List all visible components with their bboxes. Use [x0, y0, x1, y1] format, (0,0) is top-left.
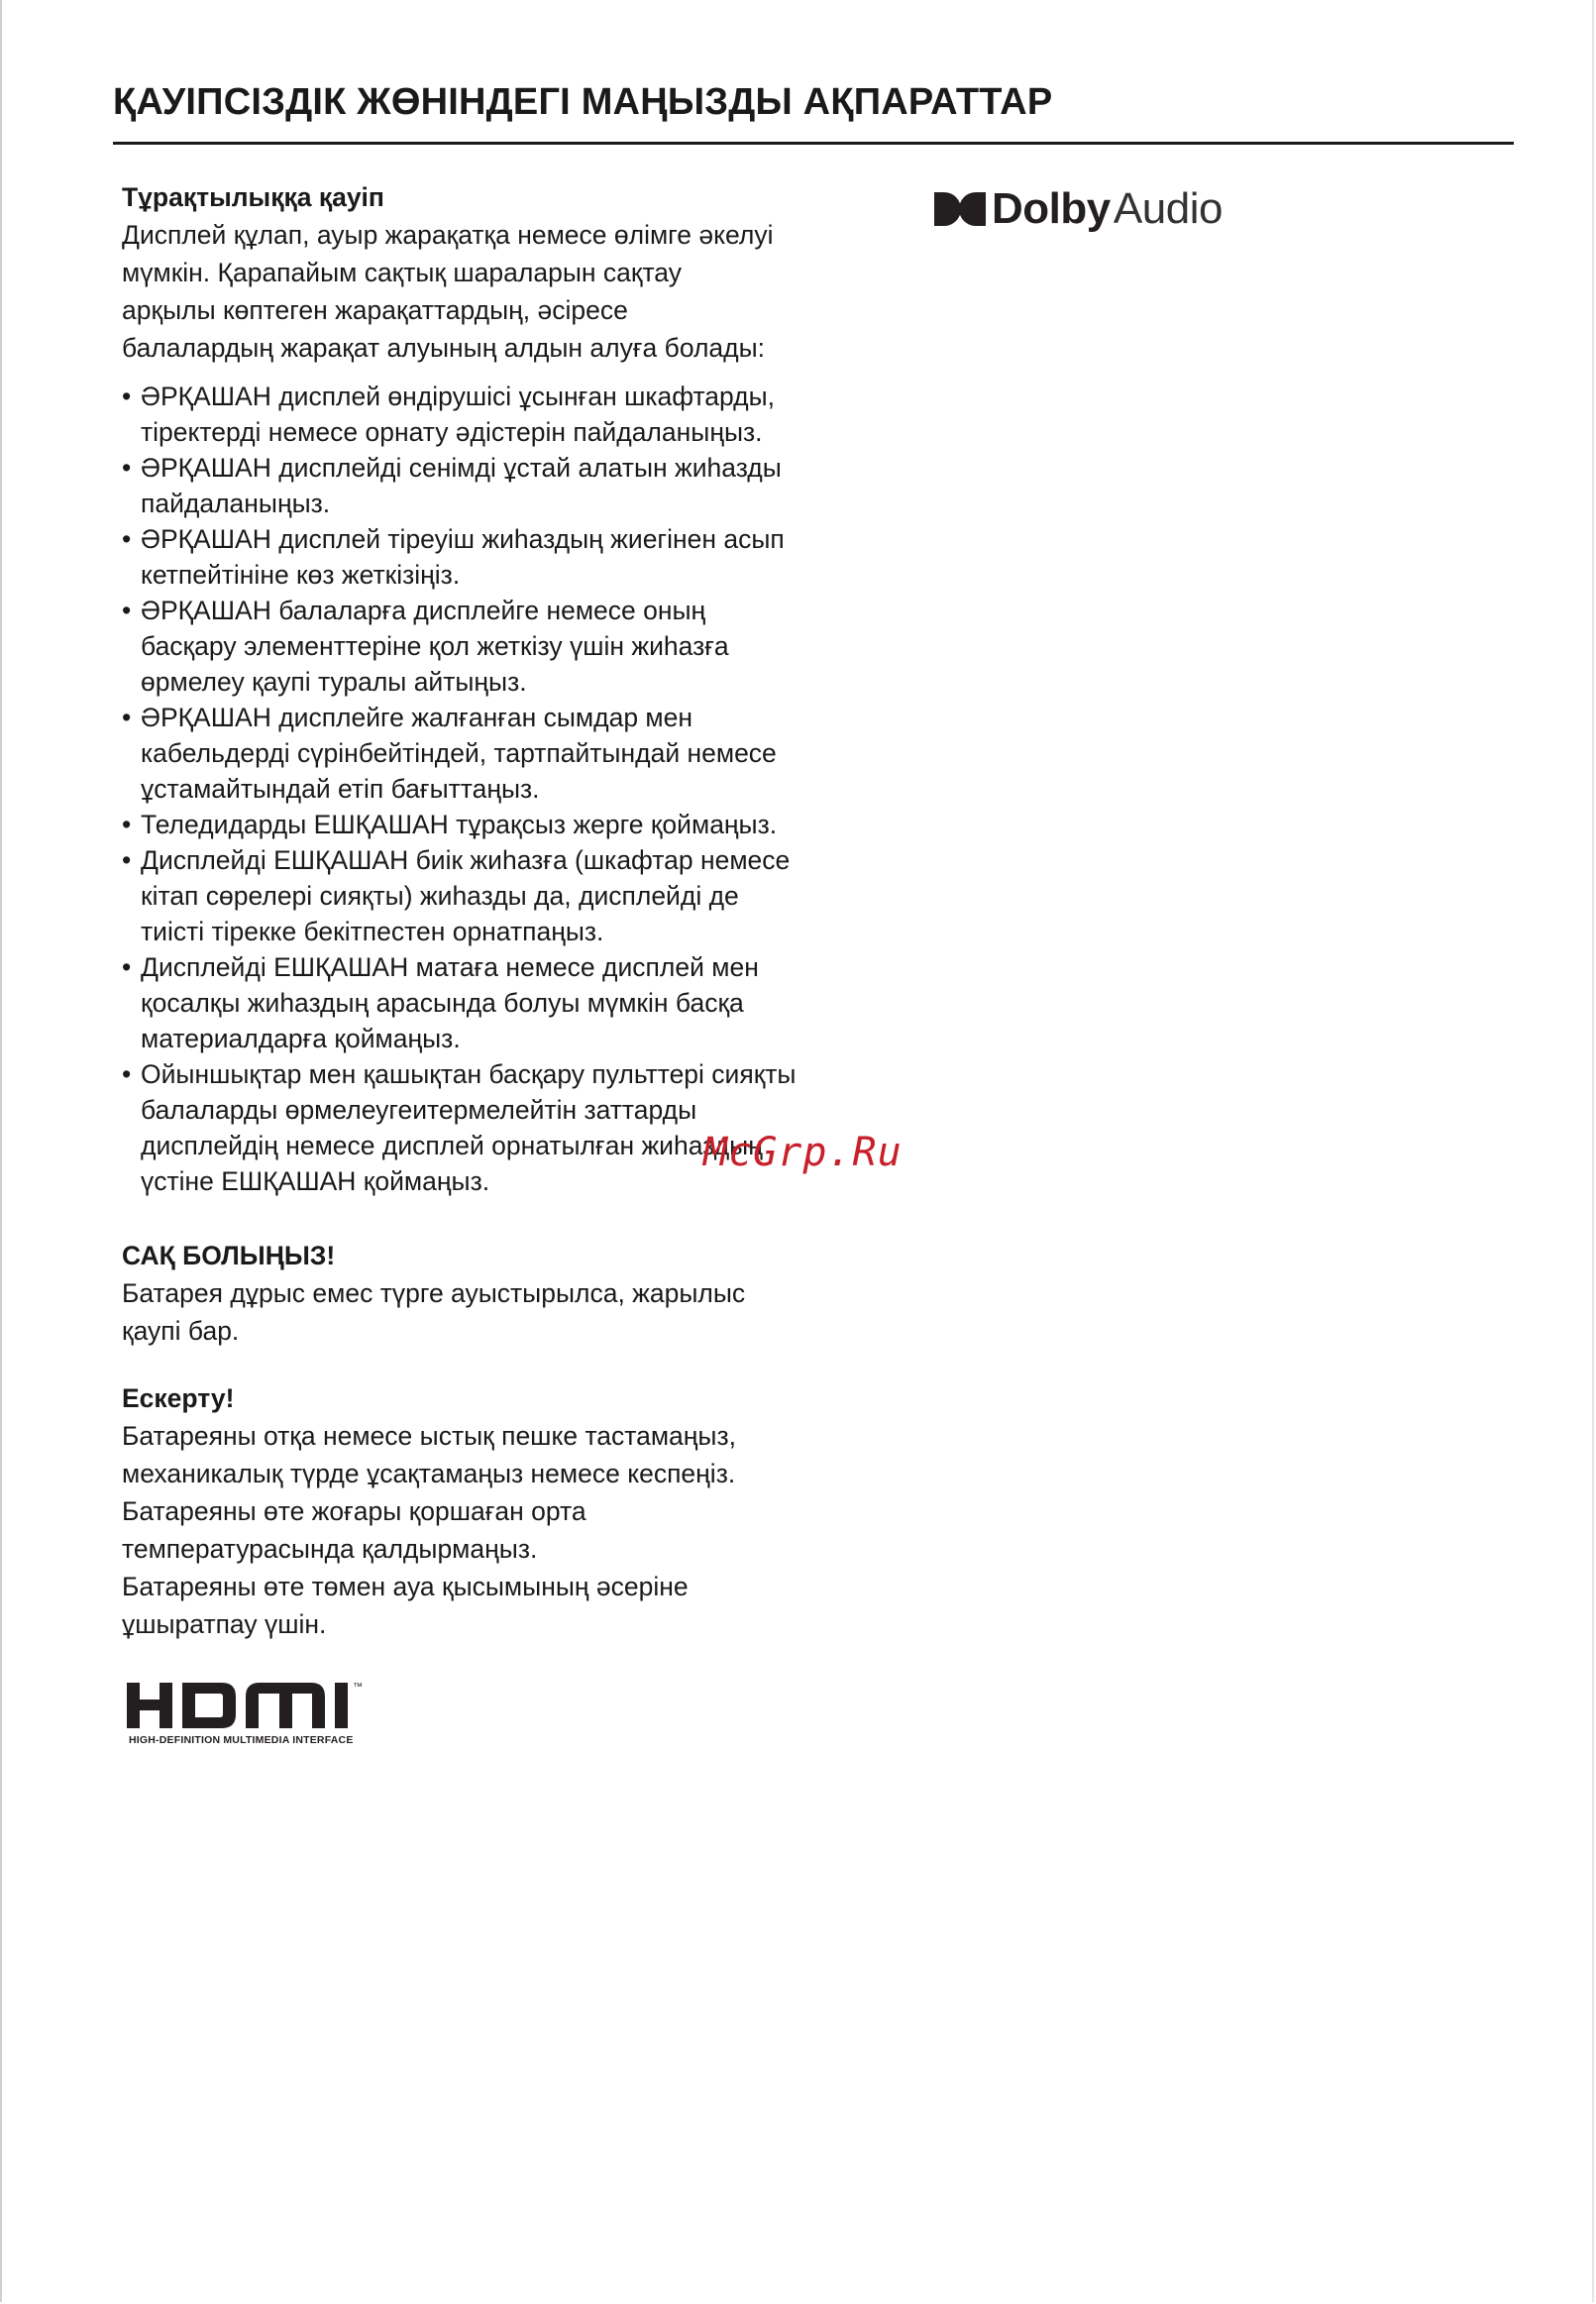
bullet-line: кітап сөрелері сияқты) жиһазды да, дисплейді де: [141, 881, 739, 911]
bullet-line: пайдаланыңыз.: [141, 489, 331, 518]
intro-line: мүмкін. Қарапайым сақтық шараларын сақтау: [122, 258, 682, 287]
intro-line: балалардың жарақат алуының алдын алуға болады:: [122, 333, 766, 363]
dolby-double-d-icon: [934, 192, 986, 226]
bullet-item: [122, 842, 855, 949]
bullet-line: • ӘРҚАШАН дисплей тіреуіш жиһаздың жиегінен асып: [141, 524, 785, 554]
caution-line: қаупі бар.: [122, 1316, 240, 1346]
bullet-line: кабельдерді сүрінбейтіндей, тартпайтындай немесе: [141, 738, 777, 768]
warning-heading: Ескерту!: [122, 1383, 235, 1413]
dolby-wordmark: [992, 184, 1223, 234]
bullet-line: материалдарға қоймаңыз.: [141, 1024, 461, 1053]
bullet-line: • ӘРҚАШАН дисплейді сенімді ұстай алатын жиһазды: [141, 453, 782, 483]
hdmi-trademark: ™: [353, 1682, 363, 1693]
warning-line: Батареяны өте жоғары қоршаған орта: [122, 1496, 586, 1526]
bullet-item: [122, 379, 855, 450]
safety-content: [122, 178, 855, 1643]
bullet-item: [122, 807, 855, 842]
bullet-line: кетпейтініне көз жеткізіңіз.: [141, 560, 461, 590]
bullet-line: балаларды өрмелеугеитермелейтін заттарды: [141, 1095, 697, 1125]
bullet-item: [122, 1056, 855, 1199]
bullet-line: қосалқы жиһаздың арасында болуы мүмкін басқа: [141, 988, 744, 1018]
bullet-line: • Теледидарды ЕШҚАШАН тұрақсыз жерге қоймаңыз.: [141, 810, 778, 839]
bullet-line: • Ойыншықтар мен қашықтан басқару пульттері сияқты: [141, 1059, 797, 1089]
bullet-item: [122, 521, 855, 593]
warning-line: температурасында қалдырмаңыз.: [122, 1534, 538, 1564]
bullet-line: басқару элементтеріне қол жеткізу үшін жиһазға: [141, 631, 729, 661]
warning-line: ұшыратпау үшін.: [122, 1609, 327, 1639]
caution-line: Батарея дұрыс емес түрге ауыстырылса, жарылыс: [122, 1278, 746, 1308]
bullet-line: тіректерді немесе орнату әдістерін пайдаланыңыз.: [141, 417, 763, 447]
warning-line: Батареяны өте төмен ауа қысымының әсеріне: [122, 1572, 689, 1601]
bullet-line: тиісті тірекке бекітпестен орнатпаңыз.: [141, 917, 604, 946]
dolby-audio-logo: [934, 181, 1223, 237]
bullet-line: • ӘРҚАШАН дисплей өндірушісі ұсынған шкафтарды,: [141, 382, 776, 411]
spacer: [122, 1199, 855, 1237]
stability-bullet-list: [122, 379, 855, 1199]
bullet-item: [122, 450, 855, 521]
intro-line: арқылы көптеген жарақаттардың, әсіресе: [122, 295, 628, 325]
stability-heading: Тұрақтылыққа қауіп: [122, 182, 384, 212]
warning-line: механикалық түрде ұсақтамаңыз немесе кеспеңіз.: [122, 1459, 736, 1488]
caution-heading: САҚ БОЛЫҢЫЗ!: [122, 1241, 336, 1270]
bullet-line: • Дисплейді ЕШҚАШАН матаға немесе дисплей мен: [141, 952, 759, 982]
bullet-line: ұстамайтындай етіп бағыттаңыз.: [141, 774, 540, 804]
bullet-line: • ӘРҚАШАН дисплейге жалғанған сымдар мен: [141, 703, 693, 732]
bullet-item: [122, 949, 855, 1056]
bullet-line: • ӘРҚАШАН балаларға дисплейге немесе оның: [141, 596, 706, 625]
title-divider: [113, 142, 1514, 145]
hdmi-tagline: HIGH-DEFINITION MULTIMEDIA INTERFACE: [129, 1734, 354, 1746]
spacer: [122, 1350, 855, 1379]
bullet-item: [122, 700, 855, 807]
bullet-line: • Дисплейді ЕШҚАШАН биік жиһазға (шкафтар немесе: [141, 845, 791, 875]
warning-line: Батареяны отқа немесе ыстық пешке тастамаңыз,: [122, 1421, 736, 1451]
stability-intro: [122, 216, 855, 367]
bullet-item: [122, 593, 855, 700]
dolby-word-light: Audio: [1113, 184, 1223, 233]
bullet-line: үстіне ЕШҚАШАН қоймаңыз.: [141, 1166, 490, 1196]
bullet-line: өрмелеу қаупі туралы айтыңыз.: [141, 667, 527, 697]
caution-text: [122, 1274, 855, 1350]
bullet-line: дисплейдің немесе дисплей орнатылған жиһаздың: [141, 1131, 763, 1160]
watermark: McGrp.Ru: [703, 1130, 903, 1175]
page-title: ҚАУІПСІЗДІК ЖӨНІНДЕГІ МАҢЫЗДЫ АҚПАРАТТАР: [113, 81, 1053, 123]
intro-line: Дисплей құлап, ауыр жарақатқа немесе өлімге әкелуі: [122, 220, 774, 250]
dolby-word-bold: Dolby: [992, 184, 1111, 233]
warning-text: [122, 1417, 855, 1643]
